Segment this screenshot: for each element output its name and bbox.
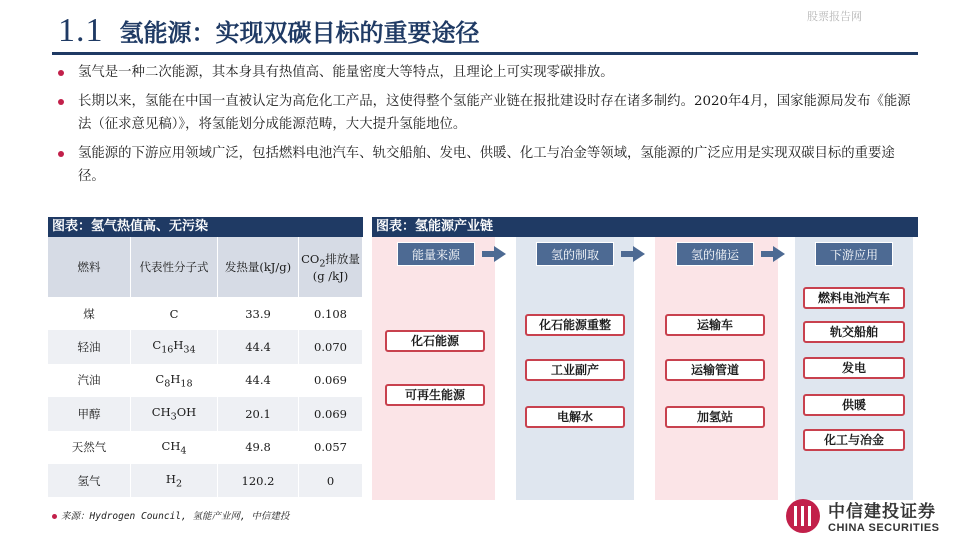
cell-formula: $H_2$ bbox=[131, 464, 218, 497]
cell-co2: 0.069 bbox=[299, 364, 363, 397]
cell-heat: 33.9 bbox=[218, 297, 299, 330]
cell-fuel: 天然气 bbox=[48, 431, 131, 464]
cell-formula: $CH_4$ bbox=[131, 431, 218, 464]
bullet-item bbox=[58, 90, 918, 136]
column-energy-source bbox=[372, 237, 495, 500]
header-formula: 代表性分子式 bbox=[131, 237, 218, 297]
stage-applications: 下游应用 bbox=[815, 242, 893, 266]
header-co2-sub: 2 bbox=[319, 258, 326, 270]
bullet-dot-icon bbox=[58, 151, 64, 157]
storage-box: 运输车 bbox=[665, 314, 765, 336]
stage-energy-source: 能量来源 bbox=[397, 242, 475, 266]
table-row bbox=[48, 297, 363, 330]
cell-fuel: 甲醇 bbox=[48, 397, 131, 430]
header-co2-tail: 排放量 bbox=[325, 251, 360, 266]
logo-emblem-icon bbox=[786, 499, 820, 533]
application-box: 轨交船舶 bbox=[803, 321, 905, 343]
source-box: 可再生能源 bbox=[385, 384, 485, 406]
logo-cn-text: 中信建投证券 bbox=[828, 502, 936, 522]
application-box: 燃料电池汽车 bbox=[803, 287, 905, 309]
watermark-text: 股票报告网 bbox=[807, 10, 862, 23]
storage-box: 加氢站 bbox=[665, 406, 765, 428]
chain-caption: 图表：氢能源产业链 bbox=[372, 217, 918, 237]
section-number: 1.1 bbox=[58, 12, 104, 49]
company-logo bbox=[786, 497, 940, 534]
table-row bbox=[48, 431, 363, 464]
fuel-table bbox=[48, 237, 363, 497]
arrow-right-icon bbox=[494, 246, 506, 262]
table-header-row bbox=[48, 237, 363, 297]
cell-formula: $CH_3OH$ bbox=[131, 397, 218, 430]
cell-heat: 120.2 bbox=[218, 464, 299, 497]
header-heat: 发热量(kJ/g) bbox=[218, 237, 299, 297]
storage-box: 运输管道 bbox=[665, 359, 765, 381]
bullet-text: 长期以来，氢能在中国一直被认定为高危化工产品，这使得整个氢能产业链在报批建设时存在诸多制约。2020年4月，国家能源局发布《能源法（征求意见稿）》，将氢能划分成能源范畴，大大提升氢能地位。 bbox=[78, 94, 911, 132]
cell-fuel: 煤 bbox=[48, 297, 131, 330]
logo-en-text: CHINA SECURITIES bbox=[828, 522, 940, 534]
header-co2-main: CO bbox=[301, 251, 320, 266]
cell-formula: $C_8H_{18}$ bbox=[131, 364, 218, 397]
cell-co2: 0 bbox=[299, 464, 363, 497]
application-box: 发电 bbox=[803, 357, 905, 379]
cell-heat: 44.4 bbox=[218, 330, 299, 363]
production-box: 电解水 bbox=[525, 406, 625, 428]
bullet-list bbox=[58, 61, 918, 194]
production-box: 工业副产 bbox=[525, 359, 625, 381]
bullet-dot-icon bbox=[58, 70, 64, 76]
cell-co2: 0.108 bbox=[299, 297, 363, 330]
bullet-item bbox=[58, 142, 918, 188]
cell-heat: 44.4 bbox=[218, 364, 299, 397]
page-title bbox=[58, 12, 480, 50]
table-row bbox=[48, 330, 363, 363]
bullet-text: 氢能源的下游应用领域广泛，包括燃料电池汽车、轨交船舶、发电、供暖、化工与冶金等领域，氢能源的广泛应用是实现双碳目标的重要途径。 bbox=[78, 146, 895, 184]
cell-co2: 0.069 bbox=[299, 397, 363, 430]
production-box: 化石能源重整 bbox=[525, 314, 625, 336]
arrow-right-icon bbox=[773, 246, 785, 262]
stage-production: 氢的制取 bbox=[536, 242, 614, 266]
source-text: 来源：Hydrogen Council, 氢能产业网, 中信建投 bbox=[61, 511, 290, 522]
source-note bbox=[52, 508, 289, 522]
cell-fuel: 氢气 bbox=[48, 464, 131, 497]
source-box: 化石能源 bbox=[385, 330, 485, 352]
bullet-item bbox=[58, 61, 918, 84]
header-fuel: 燃料 bbox=[48, 237, 131, 297]
cell-co2: 0.057 bbox=[299, 431, 363, 464]
header-co2 bbox=[299, 237, 363, 297]
cell-formula: C bbox=[131, 297, 218, 330]
header-co2-unit: (g /kJ) bbox=[312, 269, 349, 284]
cell-heat: 20.1 bbox=[218, 397, 299, 430]
cell-formula: $C_{16}H_{34}$ bbox=[131, 330, 218, 363]
cell-fuel: 轻油 bbox=[48, 330, 131, 363]
arrow-right-icon bbox=[633, 246, 645, 262]
table-row bbox=[48, 397, 363, 430]
application-box: 化工与冶金 bbox=[803, 429, 905, 451]
application-box: 供暖 bbox=[803, 394, 905, 416]
section-title: 氢能源：实现双碳目标的重要途径 bbox=[119, 19, 480, 47]
source-dot-icon bbox=[52, 514, 57, 519]
cell-fuel: 汽油 bbox=[48, 364, 131, 397]
table-caption: 图表：氢气热值高、无污染 bbox=[48, 217, 363, 237]
cell-co2: 0.070 bbox=[299, 330, 363, 363]
title-divider bbox=[52, 52, 918, 55]
table-row bbox=[48, 464, 363, 497]
stage-storage: 氢的储运 bbox=[676, 242, 754, 266]
cell-heat: 49.8 bbox=[218, 431, 299, 464]
bullet-dot-icon bbox=[58, 99, 64, 105]
bullet-text: 氢气是一种二次能源，其本身具有热值高、能量密度大等特点，且理论上可实现零碳排放。 bbox=[78, 65, 614, 80]
table-row bbox=[48, 364, 363, 397]
